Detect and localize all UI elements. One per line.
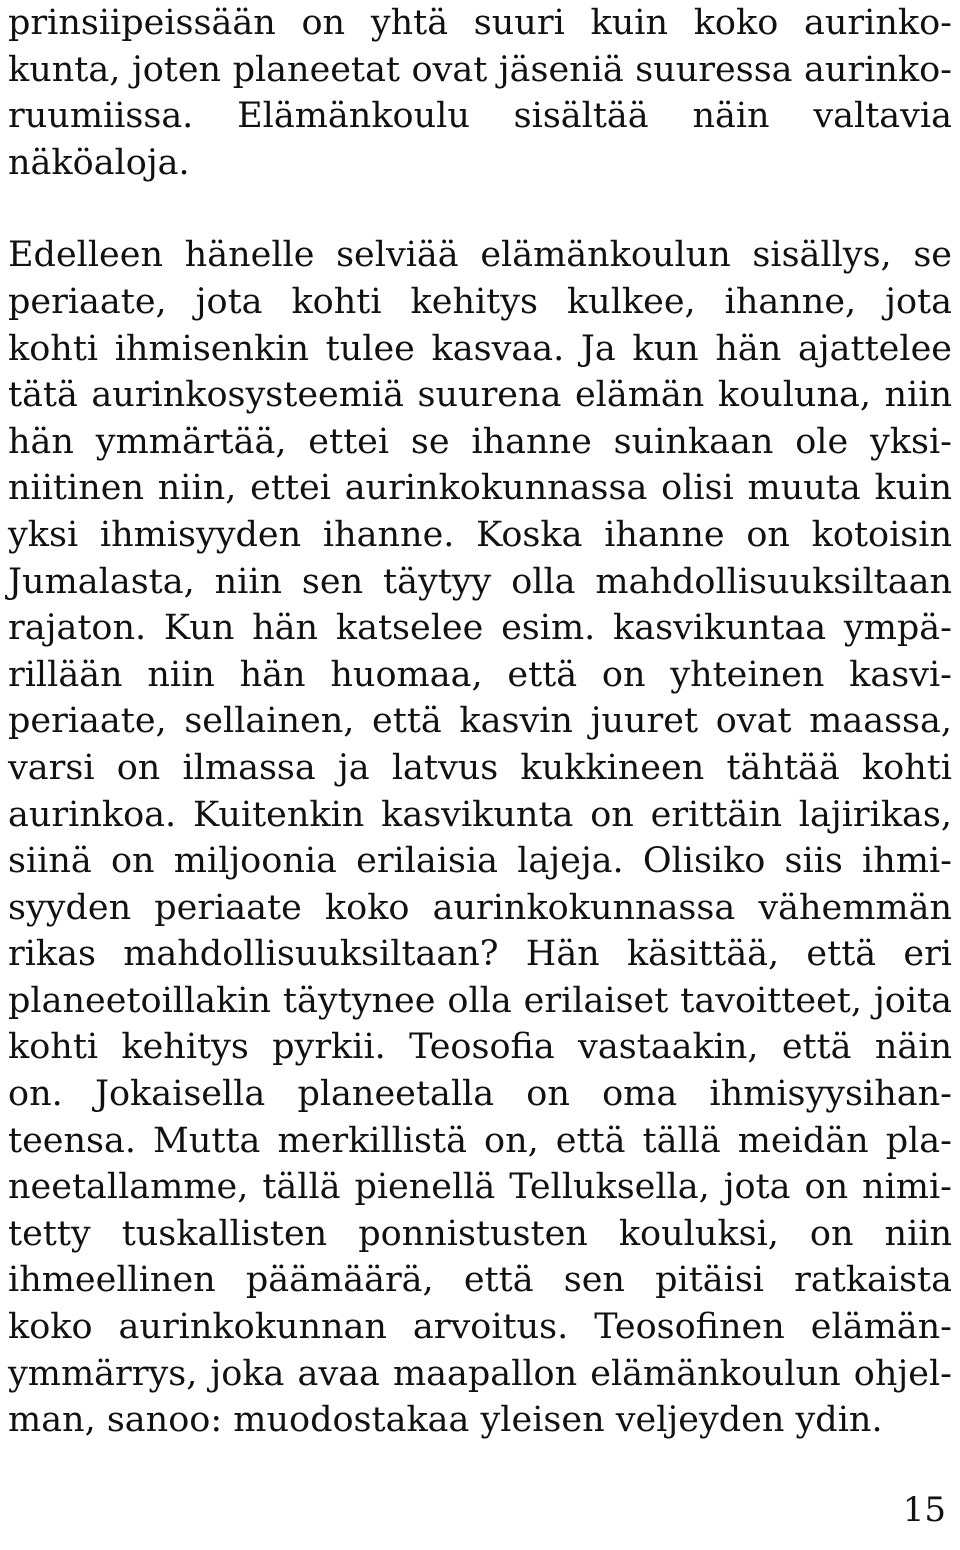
text-line: koko aurinkokunnan arvoitus. Teosofinen elämän-	[8, 1307, 952, 1348]
text-line: planeetoillakin täytynee olla erilaiset tavoitteet, joita	[8, 980, 952, 1021]
text-line: rillään niin hän huomaa, että on yhteinen kasvi-	[8, 654, 952, 695]
text-line: ihmeellinen päämäärä, että sen pitäisi ratkaista	[8, 1260, 952, 1301]
text-line: on. Jokaisella planeetalla on oma ihmisyysihan-	[8, 1074, 952, 1115]
text-line: tetty tuskallisten ponnistusten kouluksi, on niin	[8, 1213, 952, 1254]
paragraph-2	[8, 232, 952, 1443]
text-line: man, sanoo: muodostakaa yleisen veljeyden ydin.	[8, 1400, 883, 1441]
text-line: periaate, sellainen, että kasvin juuret ovat maassa,	[8, 701, 952, 742]
text-line: yksi ihmisyyden ihanne. Koska ihanne on kotoisin	[8, 514, 952, 555]
text-line: prinsiipeissään on yhtä suuri kuin koko aurinko-	[8, 3, 952, 43]
text-line: syyden periaate koko aurinkokunnassa vähemmän	[8, 887, 952, 928]
page-number: 15	[902, 1490, 946, 1530]
text-line: rajaton. Kun hän katselee esim. kasvikuntaa ympä-	[8, 608, 952, 649]
text-line: varsi on ilmassa ja latvus kukkineen tähtää kohti	[8, 747, 952, 788]
text-line: Jumalasta, niin sen täytyy olla mahdollisuuksiltaan	[8, 561, 952, 602]
text-line: tätä aurinkosysteemiä suurena elämän kouluna, niin	[8, 375, 952, 416]
text-line: neetallamme, tällä pienellä Telluksella, jota on nimi-	[8, 1167, 952, 1208]
text-line: siinä on miljoonia erilaisia lajeja. Olisiko siis ihmi-	[8, 841, 952, 882]
text-line: hän ymmärtää, ettei se ihanne suinkaan ole yksi-	[8, 421, 952, 462]
text-line: aurinkoa. Kuitenkin kasvikunta on erittäin lajirikas,	[8, 794, 952, 835]
text-line: näköaloja.	[8, 142, 190, 183]
text-line: ruumiissa. Elämänkoulu sisältää näin valtavia	[8, 96, 952, 137]
text-line: kohti ihmisenkin tulee kasvaa. Ja kun hän ajattelee	[8, 328, 952, 369]
text-line: Edelleen hänelle selviää elämänkoulun sisällys, se	[8, 235, 952, 276]
text-line: kunta, joten planeetat ovat jäseniä suuressa aurinko-	[8, 49, 952, 90]
paragraph-1	[8, 0, 952, 186]
text-line: periaate, jota kohti kehitys kulkee, ihanne, jota	[8, 281, 952, 322]
text-line: rikas mahdollisuuksiltaan? Hän käsittää, että eri	[8, 934, 952, 975]
text-line: kohti kehitys pyrkii. Teosofia vastaakin, että näin	[8, 1027, 952, 1068]
text-line: ymmärrys, joka avaa maapallon elämänkoulun ohjel-	[8, 1353, 952, 1394]
page-text	[8, 0, 952, 1444]
text-line: teensa. Mutta merkillistä on, että tällä meidän pla-	[8, 1120, 952, 1161]
text-line: niitinen niin, ettei aurinkokunnassa olisi muuta kuin	[8, 468, 952, 509]
